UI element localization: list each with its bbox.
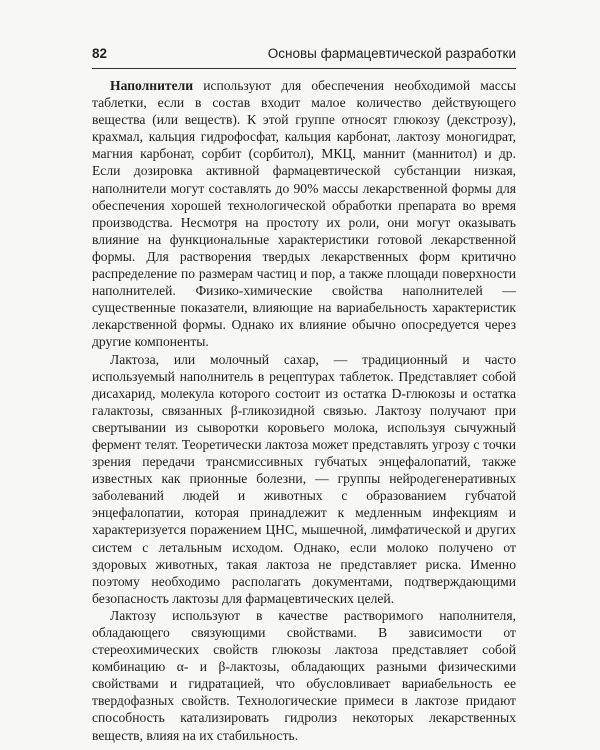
header-rule	[92, 68, 516, 69]
paragraph-text: используют для обеспечения необходимой массы таблетки, если в состав входит малое количество действующего вещества (или веществ). К этой группе относят глюкозу (декстрозу), крахмал, кальция гидрофосфат, кальция карбонат, лактозу моногидрат, магния карбонат, сорбит (сорбитол), МКЦ, маннит (маннитол) и др. Если дозировка активной фармацевтической субстанции низкая, наполнители могут составлять до 90% массы лекарственной формы для обеспечения хорошей технологической обработки препарата во время производства. Несмотря на простоту их роли, они могут оказывать влияние на функциональные характеристики готовой лекарственной формы. Для растворения твердых лекарственных форм критично распределение по размерам частиц и пор, а также площади поверхности наполнителей. Физико-химические свойства наполнителей — существенные показатели, влияющие на вариабельность характеристик лекарственной формы. Однако их влияние обычно опосредуется через другие компоненты.	[92, 78, 516, 350]
term-fillers: Наполнители	[110, 78, 194, 93]
running-title: Основы фармацевтической разработки	[267, 46, 516, 61]
paragraph-lactose-usage: Лактозу используют в качестве растворимого наполнителя, обладающего связующими свойствами. В зависимости от стереохимических свойств глюкозы лактоза представляет собой комбинацию α- и β-лактозы, обладающих разными физическими свойствами и гидратацией, что обусловливает вариабельность ее твердофазных свойств. Технологические примеси в лактозе придают способность катализировать гидролиз некоторых лекарственных веществ, влияя на их стабильность.	[92, 607, 516, 743]
running-head	[92, 46, 516, 66]
paragraph-fillers	[92, 77, 516, 351]
body-text	[92, 77, 516, 744]
page-number: 82	[92, 46, 108, 61]
paragraph-lactose: Лактоза, или молочный сахар, — традиционный и часто используемый наполнитель в рецептурах таблеток. Представляет собой дисахарид, молекула которого состоит из остатка D-глюкозы и остатка галактозы, связанных β-гликозидной связью. Лактозу получают при свертывании из сыворотки коровьего молока, используя сычужный фермент телят. Теоретически лактоза может представлять угрозу с точки зрения передачи трансмиссивных губчатых энцефалопатий, также известных как прионные болезни, — группы нейродегенеративных заболеваний людей и животных с образованием губчатой энцефалопатии, которая принадлежит к медленным инфекциям и характеризуется поражением ЦНС, мышечной, лимфатической и других систем с летальным исходом. Однако, если молоко получено от здоровых животных, такая лактоза не представляет риска. Именно поэтому необходимо располагать документами, подтверждающими безопасность лактозы для фармацевтических целей.	[92, 351, 516, 606]
